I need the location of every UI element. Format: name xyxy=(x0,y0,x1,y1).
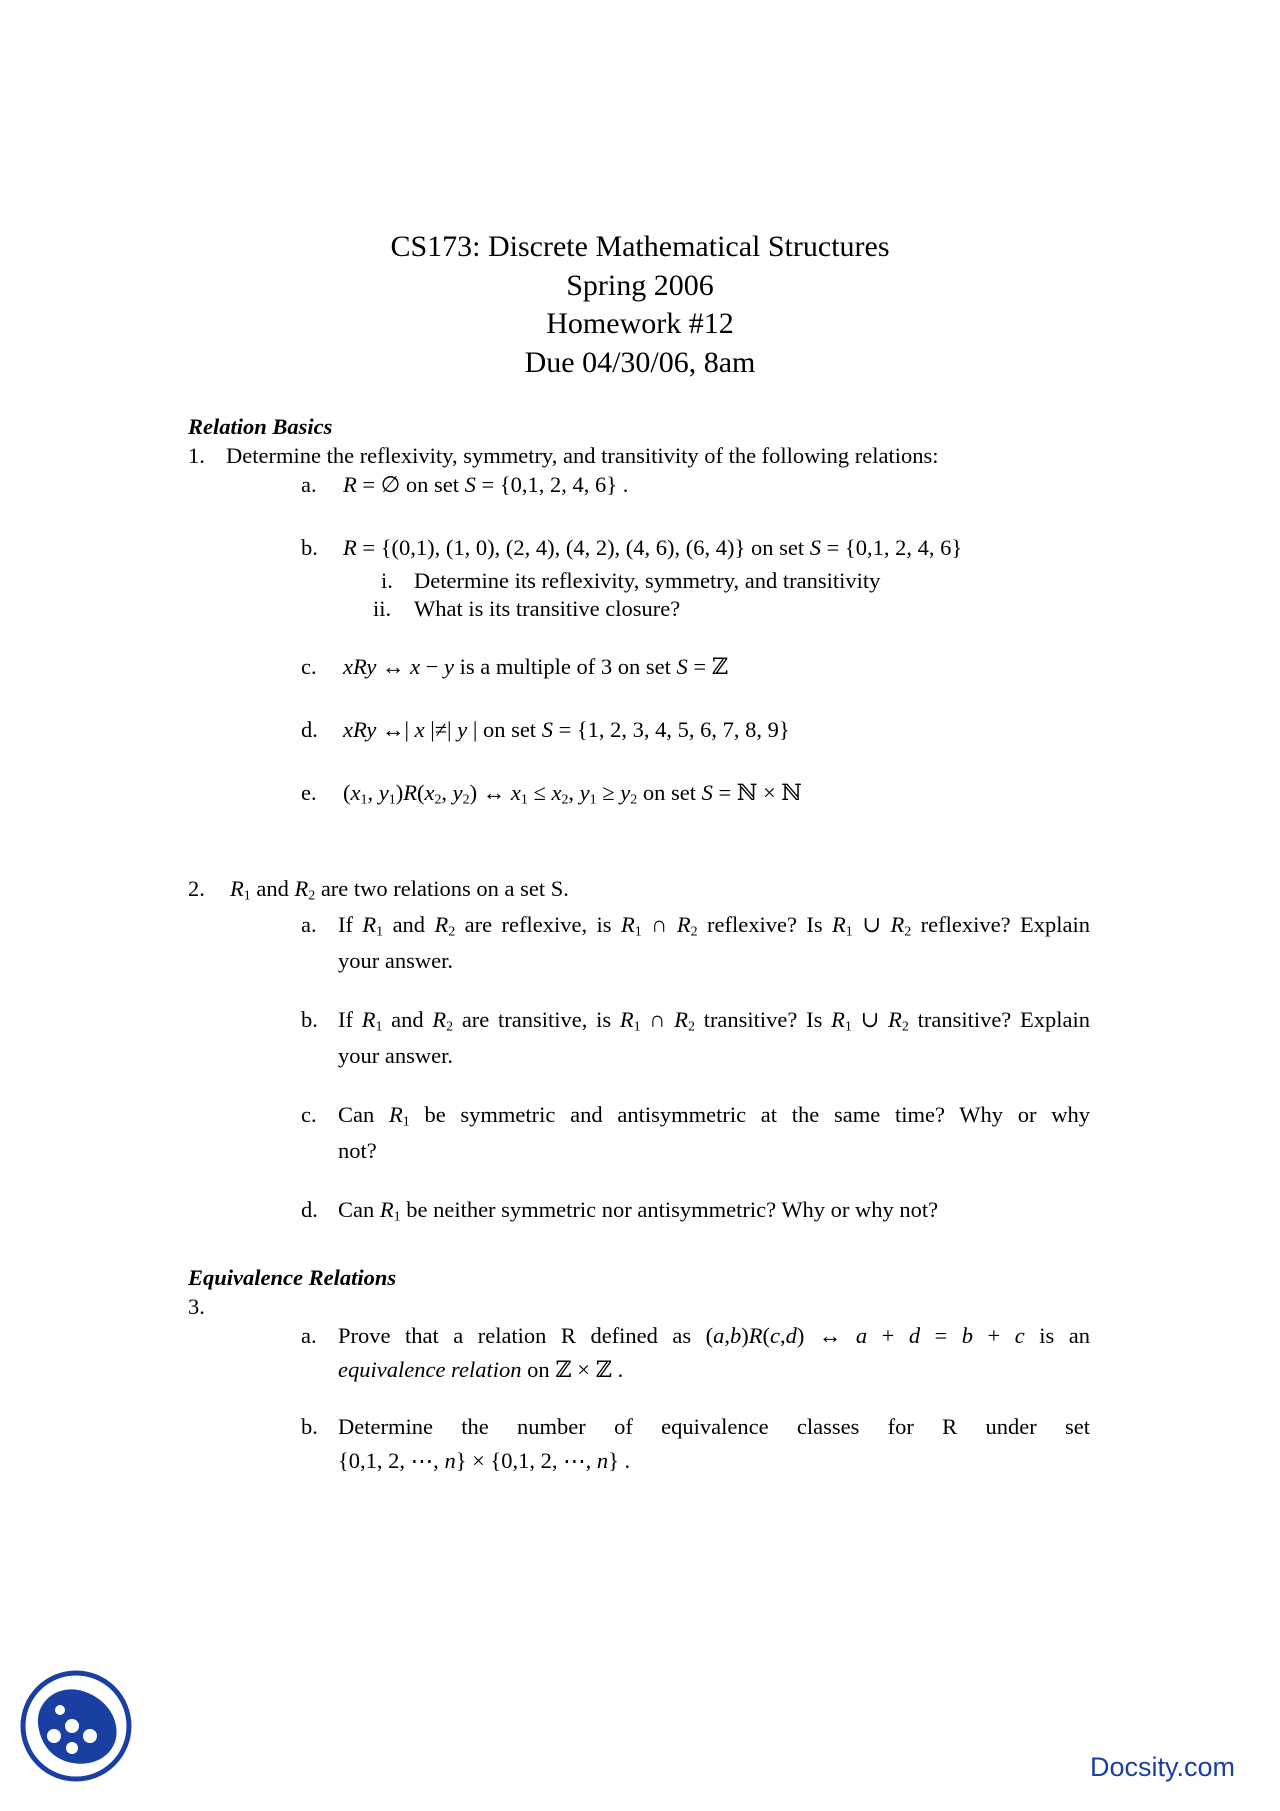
question-3b-cont: {0,1, 2, ⋯, n} × {0,1, 2, ⋯, n} . xyxy=(338,1448,631,1473)
course-title: CS173: Discrete Mathematical Structures xyxy=(390,230,890,263)
item-label: b. xyxy=(301,1414,318,1439)
question-3a-cont: equivalence relation on ℤ × ℤ . xyxy=(338,1357,624,1382)
item-label: b. xyxy=(301,535,318,560)
due-line: Due 04/30/06, 8am xyxy=(524,345,756,379)
problem-number: 2. xyxy=(188,876,205,901)
sub-item-text: What is its transitive closure? xyxy=(414,596,681,621)
formula-1d: xRy ↔| x |≠| y | on set S = {1, 2, 3, 4, 5, 6, 7, 8, 9} xyxy=(343,717,790,742)
item-label: d. xyxy=(301,717,318,742)
formula-1b: R = {(0,1), (1, 0), (2, 4), (4, 2), (4, 6), (6, 4)} on set S = {0,1, 2, 4, 6} xyxy=(343,535,963,560)
item-label: d. xyxy=(301,1197,318,1222)
question-2c-cont: not? xyxy=(338,1138,377,1163)
item-label: e. xyxy=(301,780,317,805)
problem-text: Determine the reflexivity, symmetry, and transitivity of the following relations: xyxy=(226,443,939,468)
item-label: c. xyxy=(301,654,317,679)
problem-number: 3. xyxy=(188,1294,205,1319)
problem-text-2: $R_1$ and $R_2$ are two relations on a set S. xyxy=(230,876,569,904)
item-label: c. xyxy=(301,1102,317,1127)
item-label: a. xyxy=(301,912,317,937)
problem-number: 1. xyxy=(188,443,205,468)
formula-1a: R = ∅ on set S = {0,1, 2, 4, 6} . xyxy=(343,472,629,497)
sub-item-label: i. xyxy=(381,568,393,593)
term-line: Spring 2006 xyxy=(566,268,714,302)
item-label: b. xyxy=(301,1007,318,1032)
homework-line: Homework #12 xyxy=(546,307,734,340)
docsity-logo-icon xyxy=(20,1670,132,1782)
item-label: a. xyxy=(301,472,317,497)
question-2b-cont: your answer. xyxy=(338,1043,453,1068)
question-2c: Can $R_1$ be symmetric and antisymmetric at the same time? Why or why xyxy=(338,1102,1090,1130)
sub-item-text: Determine its reflexivity, symmetry, and transitivity xyxy=(414,568,881,593)
question-2b: If $R_1$ and $R_2$ are transitive, is $R_1$ ∩ $R_2$ transitive? Is $R_1$ ∪ $R_2$ transitive? Explain xyxy=(338,1007,1091,1035)
section-title-equivalence-relations: Equivalence Relations xyxy=(188,1265,397,1290)
question-2d: Can $R_1$ be neither symmetric nor antisymmetric? Why or why not? xyxy=(338,1197,939,1225)
question-2a: If $R_1$ and $R_2$ are reflexive, is $R_1$ ∩ $R_2$ reflexive? Is $R_1$ ∪ $R_2$ reflexive? Explain xyxy=(338,912,1090,940)
docsity-brand-text: Docsity.com xyxy=(1090,1752,1236,1782)
question-3a: Prove that a relation R defined as (a,b)R(c,d) ↔ a + d = b + c is an xyxy=(338,1323,1090,1348)
question-2a-cont: your answer. xyxy=(338,948,453,973)
section-title-relation-basics: Relation Basics xyxy=(188,414,333,439)
item-label: a. xyxy=(301,1323,317,1348)
formula-1e: ($x_1$, $y_1)R(x_2$, $y_2$) ↔ $x_1 \le x_2$, $y_1 \ge y_2$ on set S = ℕ × ℕ xyxy=(343,780,802,808)
question-3b: Determine the number of equivalence classes for R under set xyxy=(338,1414,1090,1439)
formula-1c: xRy ↔ x − y is a multiple of 3 on set S = ℤ xyxy=(343,654,729,679)
sub-item-label: ii. xyxy=(373,596,392,621)
